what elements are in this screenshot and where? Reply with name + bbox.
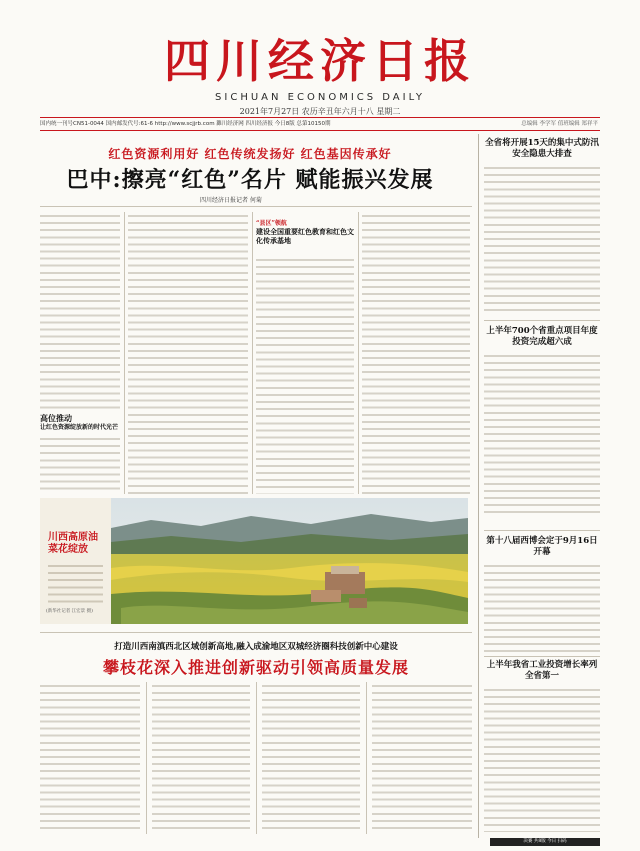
rapeseed-field-photo <box>111 498 468 624</box>
lead-body-column-1 <box>40 212 120 410</box>
sidebar-story-subtitle: 让红色资源绽放新的时代光芒 <box>40 424 119 431</box>
sidebar-story-title: 高位推动 <box>40 413 72 423</box>
newspaper-logo: 四川经济日报 <box>164 34 476 88</box>
bottom-body-column-4 <box>372 682 472 834</box>
photo-caption-title: 川西高原油菜花绽放 <box>48 532 98 555</box>
right-story-3-body <box>484 562 600 654</box>
bottom-headline: 攀枝花深入推进创新驱动引领高质量发展 <box>102 658 409 677</box>
right-story-3 <box>484 536 600 616</box>
bottom-body-column-3 <box>262 682 360 834</box>
landscape-image <box>111 498 468 624</box>
bottom-body-column-1 <box>40 682 140 834</box>
info-bar <box>40 117 600 131</box>
right-story-4-title: 上半年我省工业投资增长率列全省第一 <box>486 660 598 681</box>
lead-body-column-2 <box>128 212 248 494</box>
right-story-1 <box>484 138 600 318</box>
right-divider-3 <box>484 656 600 657</box>
photo-caption-box <box>40 498 111 624</box>
photo-credit: (新华社记者 江宏景 摄) <box>46 609 93 614</box>
lead-divider <box>40 206 472 207</box>
bottom-divider <box>40 632 472 633</box>
right-story-1-title: 全省将开展15天的集中式防汛安全隐患大排查 <box>485 138 599 159</box>
bottom-body-column-2 <box>152 682 250 834</box>
col-rule-2 <box>252 212 253 494</box>
photo-caption-body <box>48 562 103 606</box>
col-rule-3 <box>358 212 359 494</box>
bottom-kicker: 打造川西南滇西北区域创新高地,融入成渝地区双城经济圈科技创新中心建设 <box>114 642 398 652</box>
info-bar-publication: 国内统一刊号CN51-0044 国内邮发代号:61-6 http://www.scjjrb.com 濉川经济网 四川经济报 今日8版 总第10150期 <box>40 121 331 127</box>
right-story-3-title: 第十八届西博会定于9月16日开幕 <box>486 536 598 557</box>
bottom-rule-1 <box>146 682 147 834</box>
right-story-2-body <box>484 352 600 518</box>
right-story-2-title: 上半年700个省重点项目年度投资完成超六成 <box>486 326 598 347</box>
lead-body-column-4 <box>362 212 470 494</box>
right-story-2 <box>484 326 600 516</box>
col-rule-1 <box>124 212 125 494</box>
right-story-1-body <box>484 164 600 314</box>
right-divider-2 <box>484 530 600 531</box>
dateline: 2021年7月27日 农历辛丑年六月十八 星期二 <box>239 107 401 116</box>
right-story-4-body <box>484 686 600 832</box>
lead-headline: 巴中:擦亮“红色”名片 赋能振兴发展 <box>66 167 434 193</box>
lead-kicker: 红色资源利用好 红色传统发扬好 红色基因传承好 <box>108 147 392 161</box>
inset-box <box>256 218 354 252</box>
right-divider-1 <box>484 320 600 321</box>
inset-kicker: “县区”领航 <box>256 220 287 227</box>
right-story-4 <box>484 660 600 832</box>
lead-byline: 四川经济日报记者 何菊 <box>200 197 262 204</box>
info-bar-editors: 总编辑 李学军 值班编辑 郑祥平 <box>521 121 598 127</box>
sidebar-box <box>40 412 120 494</box>
lead-body-column-3 <box>256 256 354 494</box>
footer-bar: 决赛 共8版 今日 扫码 <box>490 838 600 846</box>
right-column-rule <box>478 134 479 838</box>
bottom-rule-2 <box>256 682 257 834</box>
bottom-rule-3 <box>366 682 367 834</box>
newspaper-logo-en: SICHUAN ECONOMICS DAILY <box>215 92 425 103</box>
inset-title: 建设全国重要红色教育和红色文化传承基地 <box>256 227 354 245</box>
sidebar-story-body <box>40 435 120 495</box>
